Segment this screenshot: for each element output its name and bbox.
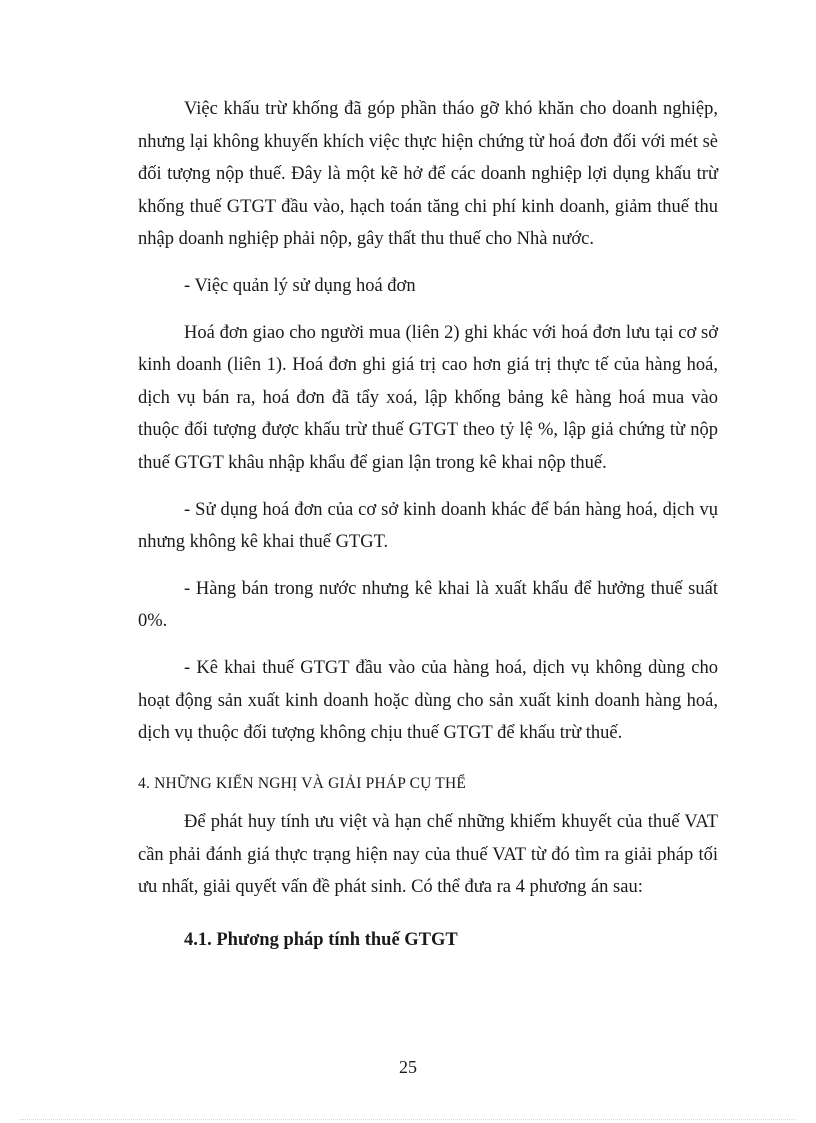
subsection-heading: 4.1. Phương pháp tính thuế GTGT (184, 930, 458, 951)
paragraph-solutions-intro: Để phát huy tính ưu việt và hạn chế những khiếm khuyết của thuế VAT cần phải đánh giá thực trạng hiện nay của thuế VAT từ đó tìm ra giải pháp tối ưu nhất, giải quyết vấn đề phát sinh. Có thể đưa ra 4 phương án sau: (138, 812, 718, 898)
section-heading: 4. NHỮNG KIẾN NGHỊ VÀ GIẢI PHÁP CỤ THỂ (138, 774, 467, 792)
page-body (138, 93, 718, 957)
bullet-export-declaration: - Hàng bán trong nước nhưng kê khai là xuất khẩu để hưởng thuế suất 0%. (138, 578, 718, 632)
bullet-other-invoices: - Sử dụng hoá đơn của cơ sở kinh doanh khác để bán hàng hoá, dịch vụ nhưng không kê khai thuế GTGT. (138, 499, 718, 553)
page-number: 25 (399, 1057, 417, 1077)
page-bottom-divider (20, 1119, 796, 1120)
bullet-invoice-management: - Việc quản lý sử dụng hoá đơn (184, 275, 416, 296)
paragraph-input-tax-deduction: Việc khấu trừ khống đã góp phần tháo gỡ khó khăn cho doanh nghiệp, nhưng lại không khuyến khích việc thực hiện chứng từ hoá đơn đối với mét sè đối tượng nộp thuế. Đây là một kẽ hở để các doanh nghiệp lợi dụng khấu trừ khống thuế GTGT đầu vào, hạch toán tăng chi phí kinh doanh, giảm thuế thu nhập doanh nghiệp phải nộp, gây thất thu thuế cho Nhà nước. (138, 99, 718, 250)
paragraph-invoice-fraud: Hoá đơn giao cho người mua (liên 2) ghi khác với hoá đơn lưu tại cơ sở kinh doanh (liên 1). Hoá đơn ghi giá trị cao hơn giá trị thực tế của hàng hoá, dịch vụ bán ra, hoá đơn đã tẩy xoá, lập khống bảng kê hàng hoá mua vào thuộc đối tượng được khấu trừ thuế GTGT theo tỷ lệ %, lập giả chứng từ nộp thuế GTGT khâu nhập khẩu để gian lận trong kê khai nộp thuế. (138, 322, 718, 473)
bullet-input-vat-declaration: - Kê khai thuế GTGT đầu vào của hàng hoá, dịch vụ không dùng cho hoạt động sản xuất kinh doanh hoặc dùng cho sản xuất kinh doanh hàng hoá, dịch vụ thuộc đối tượng không chịu thuế GTGT để khấu trừ thuế. (138, 657, 718, 744)
